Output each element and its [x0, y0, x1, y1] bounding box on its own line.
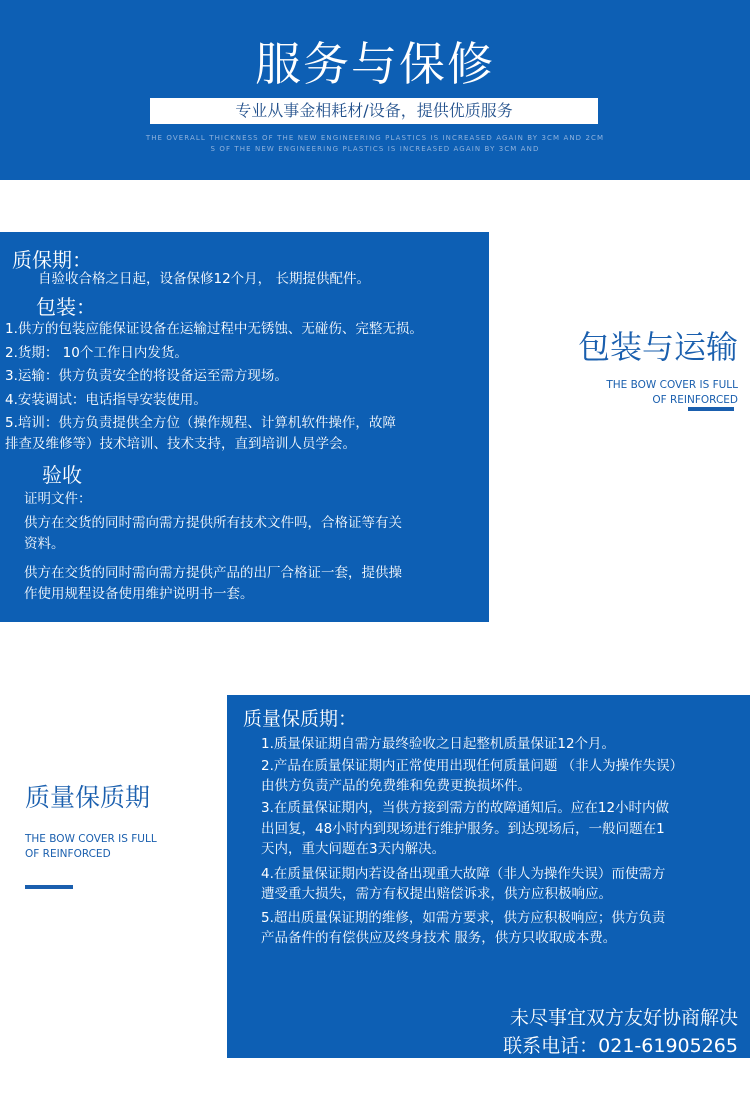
header-subtitle: 专业从事金相耗材/设备，提供优质服务 — [150, 98, 598, 124]
quality-line: 出回复，48小时内到现场进行维护服务。到达现场后，一般问题在1 — [261, 821, 665, 837]
packing-shipping-panel — [0, 232, 489, 622]
header-english-line: S OF THE NEW ENGINEERING PLASTICS IS INCREASED AGAIN BY 3CM AND — [210, 145, 540, 153]
cert-text: 作使用规程设备使用维护说明书一套。 — [24, 586, 254, 602]
quality-line: 由供方负责产品的免费维和免费更换损坏件。 — [261, 778, 531, 794]
list-item: 1.供方的包装应能保证设备在运输过程中无锈蚀、无碰伤、完整无损。 — [5, 321, 423, 337]
cert-text: 供方在交货的同时需向需方提供所有技术文件吗，合格证等有关 — [24, 515, 402, 531]
header-english-line: THE OVERALL THICKNESS OF THE NEW ENGINEERING PLASTICS IS INCREASED AGAIN BY 3CM AND 2CM — [145, 134, 605, 142]
quality-line: 3.在质量保证期内，当供方接到需方的故障通知后。应在12小时内做 — [261, 800, 670, 816]
list-item: 3.运输：供方负责安全的将设备运至需方现场。 — [5, 368, 288, 384]
closing-note: 未尽事宜双方友好协商解决 — [509, 1007, 738, 1029]
quality-line: 5.超出质量保证期的维修，如需方要求，供方应积极响应；供方负责 — [261, 910, 666, 926]
side-english-line: OF REINFORCED — [25, 848, 111, 860]
packing-heading: 包装： — [36, 295, 96, 319]
header-banner — [0, 0, 750, 180]
cert-text: 资料。 — [24, 536, 65, 552]
side-english-text — [578, 378, 738, 408]
cert-text: 供方在交货的同时需向需方提供产品的出厂合格证一套，提供操 — [24, 565, 402, 581]
quality-line: 遭受重大损失，需方有权提出赔偿诉求，供方应积极响应。 — [261, 886, 612, 902]
cert-label: 证明文件： — [24, 491, 92, 507]
side-english-text — [25, 832, 157, 862]
accent-divider — [25, 885, 73, 889]
quality-line: 2.产品在质量保证期内正常使用出现任何质量问题 （非人为操作失误） — [261, 758, 684, 774]
list-item: 4.安装调试：电话指导安装使用。 — [5, 392, 207, 408]
side-english-line: THE BOW COVER IS FULL — [606, 379, 738, 391]
quality-line: 4.在质量保证期内若设备出现重大故障（非人为操作失误）而使需方 — [261, 866, 666, 882]
list-item: 排查及维修等）技术培训、技术支持，直到培训人员学会。 — [5, 436, 356, 452]
acceptance-heading: 验收 — [42, 463, 82, 487]
side-title: 质量保质期 — [25, 783, 151, 812]
header-english-text — [120, 133, 630, 155]
quality-line: 产品备件的有偿供应及终身技术 服务，供方只收取成本费。 — [261, 930, 617, 946]
quality-line: 1.质量保证期自需方最终验收之日起整机质量保证12个月。 — [261, 736, 616, 752]
warranty-text: 自验收合格之日起，设备保修12个月， 长期提供配件。 — [38, 271, 370, 287]
side-title: 包装与运输 — [577, 328, 738, 366]
side-english-line: THE BOW COVER IS FULL — [25, 833, 157, 845]
packing-shipping-label — [578, 322, 738, 408]
list-item: 5.培训：供方负责提供全方位（操作规程、计算机软件操作，故障 — [5, 415, 396, 431]
side-english-line: OF REINFORCED — [652, 394, 738, 406]
contact-phone: 联系电话：021-61905265 — [503, 1035, 738, 1057]
page-title: 服务与保修 — [255, 37, 495, 91]
accent-divider — [688, 407, 734, 411]
warranty-heading: 质保期： — [12, 248, 92, 272]
quality-warranty-panel — [227, 695, 750, 1058]
quality-warranty-label — [25, 778, 157, 889]
quality-line: 天内，重大问题在3天内解决。 — [261, 841, 446, 857]
list-item: 2.货期： 10个工作日内发货。 — [5, 345, 188, 361]
quality-heading: 质量保质期： — [243, 708, 358, 730]
